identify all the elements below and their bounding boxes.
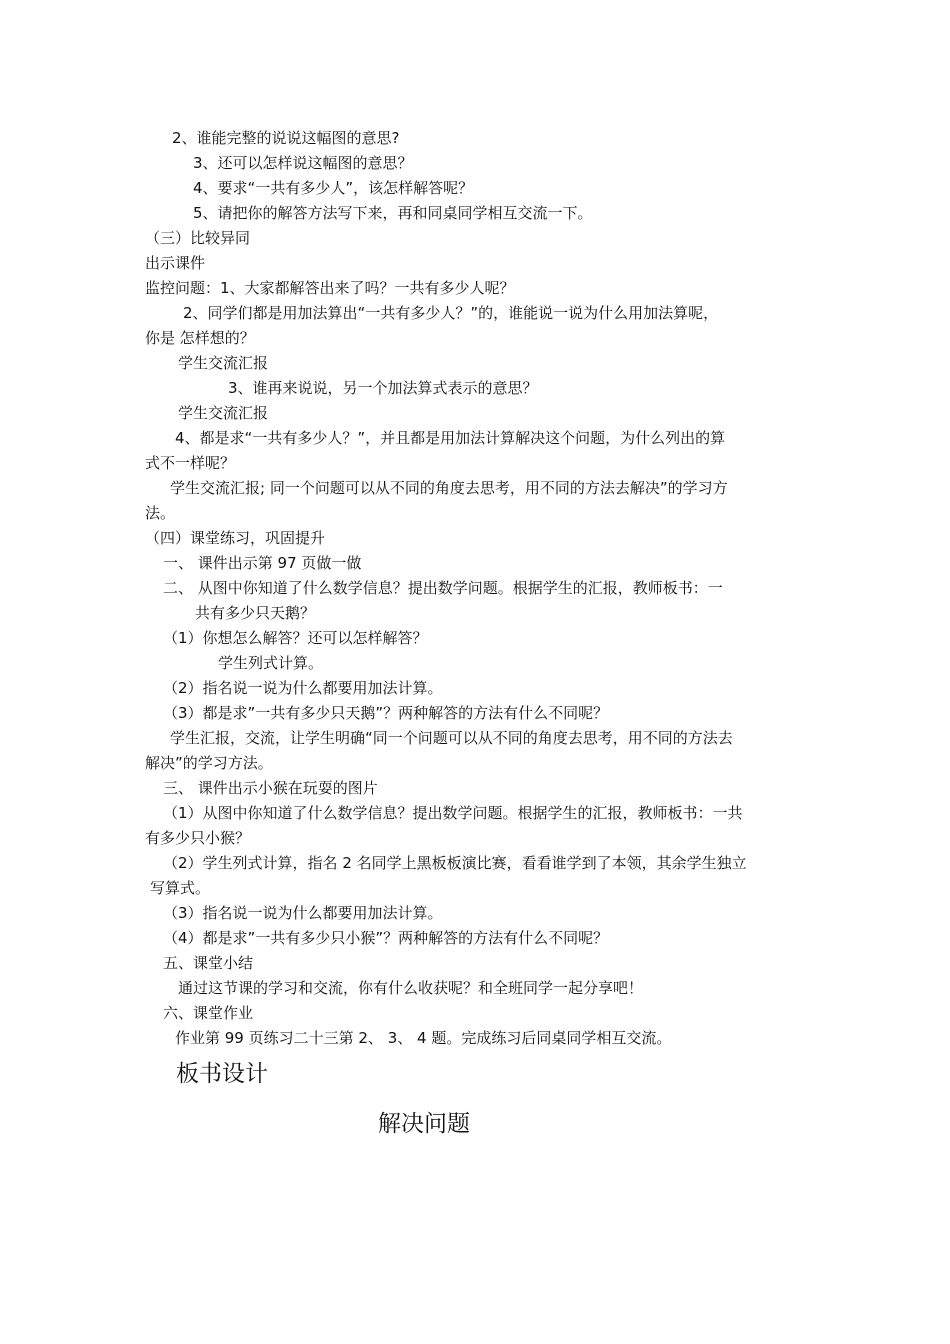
text-line: 作业第 99 页练习二十三第 2、 3、 4 题。完成练习后同桌同学相互交流。 <box>175 1029 672 1047</box>
text-line: 3、谁再来说说，另一个加法算式表示的意思？ <box>228 379 538 397</box>
text-line: （1）从图中你知道了什么数学信息？提出数学问题。根据学生的汇报，教师板书：一共 <box>163 804 743 822</box>
section-heading: （四）课堂练习，巩固提升 <box>145 529 326 547</box>
text-line: 写算式。 <box>150 879 211 897</box>
text-line: 4、都是求“一共有多少人？”，并且都是用加法计算解决这个问题，为什么列出的算 <box>175 429 726 447</box>
text-line: 解决”的学习方法。 <box>145 754 273 772</box>
text-line: 学生交流汇报 <box>178 354 269 372</box>
text-line: （3）都是求”一共有多少只天鹅”？两种解答的方法有什么不同呢？ <box>163 704 609 722</box>
text-line: 2、同学们都是用加法算出“一共有多少人？”的，谁能说一说为什么用加法算呢， <box>183 304 719 322</box>
text-line: 2、谁能完整的说说这幅图的意思? <box>172 129 400 147</box>
text-line: 监控问题：1、大家都解答出来了吗？一共有多少人呢？ <box>145 279 515 297</box>
text-line: （1）你想怎么解答？还可以怎样解答？ <box>163 629 428 647</box>
section-heading: （三）比较异同 <box>145 229 251 247</box>
text-line: （4）都是求”一共有多少只小猴”？两种解答的方法有什么不同呢？ <box>163 929 609 947</box>
text-line: 共有多少只天鹅？ <box>195 604 316 622</box>
text-line: 学生交流汇报 <box>178 404 269 422</box>
text-line: 出示课件 <box>145 254 206 272</box>
text-line: 有多少只小猴？ <box>145 829 251 847</box>
text-line: 你是 怎样想的？ <box>145 329 255 347</box>
text-line: 4、要求“一共有多少人”，该怎样解答呢？ <box>193 179 474 197</box>
text-line: 学生列式计算。 <box>218 654 324 672</box>
text-line: 学生交流汇报; 同一个问题可以从不同的角度去思考，用不同的方法去解决”的学习方 <box>170 479 728 497</box>
text-line: （3）指名说一说为什么都要用加法计算。 <box>163 904 443 922</box>
board-design-heading: 板书设计 <box>176 1061 268 1087</box>
section-heading: 六、课堂作业 <box>163 1004 254 1022</box>
text-line: 5、请把你的解答方法写下来，再和同桌同学相互交流一下。 <box>193 204 593 222</box>
section-heading: 五、课堂小结 <box>163 954 254 972</box>
text-line: 二、 从图中你知道了什么数学信息？提出数学问题。根据学生的汇报，教师板书：一 <box>163 579 723 597</box>
text-line: 式不一样呢？ <box>145 454 236 472</box>
text-line: （2）学生列式计算，指名 2 名同学上黑板板演比赛，看看谁学到了本领，其余学生独立 <box>163 854 747 872</box>
text-line: 三、 课件出示小猴在玩耍的图片 <box>163 779 378 797</box>
text-line: 学生汇报，交流，让学生明确“同一个问题可以从不同的角度去思考，用不同的方法去 <box>170 729 733 747</box>
text-line: 3、还可以怎样说这幅图的意思？ <box>193 154 413 172</box>
text-line: 通过这节课的学习和交流，你有什么收获呢？和全班同学一起分享吧！ <box>178 979 644 997</box>
text-line: 法。 <box>145 504 176 522</box>
text-line: （2）指名说一说为什么都要用加法计算。 <box>163 679 443 697</box>
board-title: 解决问题 <box>378 1111 470 1137</box>
text-line: 一、 课件出示第 97 页做一做 <box>163 554 362 572</box>
